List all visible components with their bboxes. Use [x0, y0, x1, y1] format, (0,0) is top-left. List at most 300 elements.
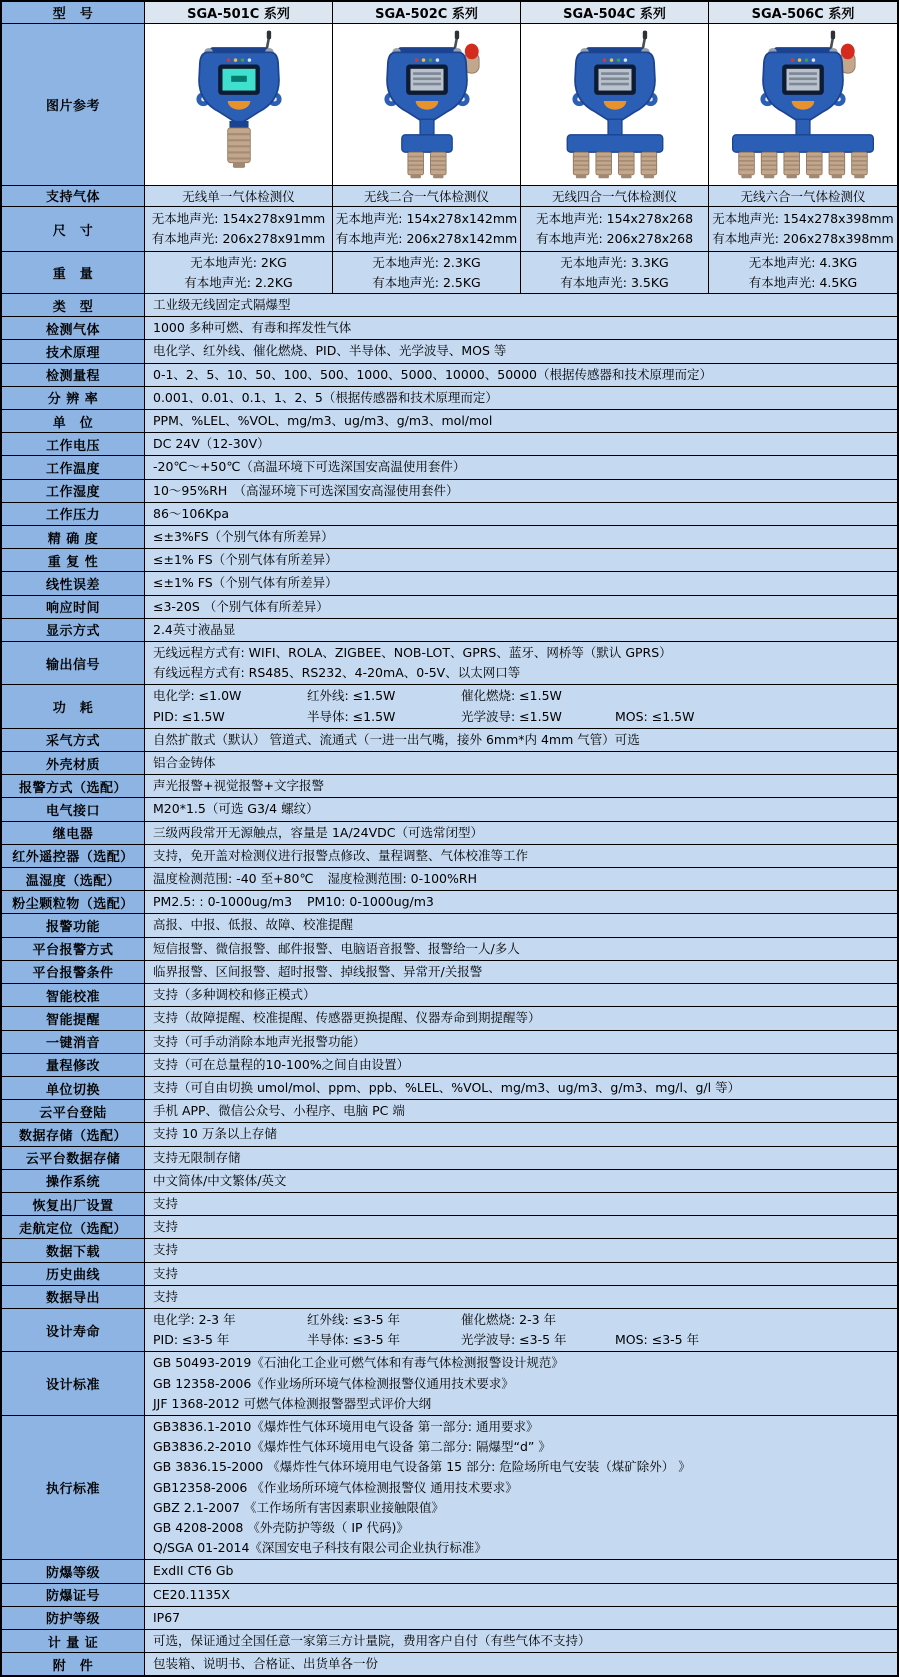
spec-row-value [145, 619, 897, 642]
spec-row-line [153, 1394, 891, 1414]
spec-row-label: 红外遥控器（选配） [2, 845, 145, 868]
spec-row-value [145, 433, 897, 456]
spec-row-segment: 86～106Kpa [153, 505, 230, 521]
product-image-sga-502c [333, 24, 521, 186]
spec-row-segment: 支持 [153, 1195, 179, 1211]
spec-row-line [153, 1478, 891, 1498]
spec-row-value [145, 572, 897, 595]
spec-row-label: 检测气体 [2, 317, 145, 340]
spec-row-value [145, 1077, 897, 1100]
spec-row [2, 798, 897, 821]
spec-row-label: 防爆等级 [2, 1560, 145, 1583]
spec-row [2, 961, 897, 984]
spec-row-segment: 电化学: 2-3 年 [153, 1311, 236, 1327]
spec-row-label: 技术原理 [2, 340, 145, 363]
product-image-sga-506c [709, 24, 897, 186]
spec-row-label: 显示方式 [2, 619, 145, 642]
spec-row-line [153, 686, 891, 706]
gas-detector-illustration [160, 28, 318, 180]
spec-row-line [153, 985, 891, 1005]
spec-row-segment: 支持 [153, 1219, 179, 1235]
spec-row-value [145, 294, 897, 317]
supported-gas-value: 无线四合一气体检测仪 [521, 186, 709, 208]
spec-row-segment: 可选，保证通过全国任意一家第三方计量院，费用客户自付（有些气体不支持） [153, 1632, 591, 1648]
spec-row-value [145, 1170, 897, 1193]
spec-row-value [145, 1630, 897, 1653]
spec-row-value [145, 891, 897, 914]
spec-row-segment: 有线远程方式有: RS485、RS232、4-20mA、0-5V、以太网口等 [153, 665, 521, 681]
gas-detector-illustration [348, 28, 506, 180]
spec-row-segment: 支持（可自由切换 umol/mol、ppm、ppb、%LEL、%VOL、mg/m3、ug/m3、g/m3、mg/l、g/l 等） [153, 1079, 741, 1095]
spec-row-value [145, 317, 897, 340]
spec-row-segment: ≤±3%FS（个别气体有所差异） [153, 529, 334, 545]
spec-row [2, 340, 897, 363]
spec-rows [2, 294, 897, 1675]
spec-row-value [145, 914, 897, 937]
spec-row-segment: -20℃～+50℃（高温环境下可选深国安高温使用套件） [153, 459, 466, 475]
spec-row-segment: 0-1、2、5、10、50、100、500、1000、5000、10000、50000（根据传感器和技术原理而定） [153, 366, 713, 382]
spec-row-line [153, 597, 891, 617]
spec-row-label: 附 件 [2, 1653, 145, 1675]
spec-row-line [153, 1264, 891, 1284]
spec-row-line [153, 799, 891, 819]
spec-row-value [145, 938, 897, 961]
spec-row-line [153, 1417, 891, 1437]
spec-row-label: 平台报警方式 [2, 938, 145, 961]
spec-row-label: 工作电压 [2, 433, 145, 456]
supported-gas-value: 无线单一气体检测仪 [145, 186, 333, 208]
spec-row-segment: ≤±1% FS（个别气体有所差异） [153, 552, 338, 568]
spec-row-segment: DC 24V（12-30V） [153, 436, 270, 452]
spec-row-segment: IP67 [153, 1609, 181, 1625]
spec-row-segment: 支持（多种调校和修正模式） [153, 987, 316, 1003]
spec-row-value [145, 410, 897, 433]
spec-row-segment: 支持无限制存储 [153, 1149, 241, 1165]
spec-row-label: 工作压力 [2, 503, 145, 526]
spec-row [2, 1170, 897, 1193]
spec-row-segment: 高报、中报、低报、故障、校准提醒 [153, 917, 354, 933]
spec-row [2, 729, 897, 752]
spec-row-segment: 2.4英寸液晶显 [153, 621, 236, 637]
spec-row-line [153, 1032, 891, 1052]
spec-row-line [153, 504, 891, 524]
spec-row [2, 1216, 897, 1239]
spec-row-segment: 支持（可手动消除本地声光报警功能） [153, 1033, 366, 1049]
spec-row-value [145, 775, 897, 798]
spec-row [2, 503, 897, 526]
spec-row-value [145, 1352, 897, 1416]
gas-detector-illustration [536, 28, 694, 180]
spec-row-segment: ExdII CT6 Gb [153, 1563, 234, 1579]
spec-row-value [145, 1054, 897, 1077]
spec-row-value [145, 1100, 897, 1123]
spec-row-line [153, 892, 891, 912]
spec-row [2, 1147, 897, 1170]
spec-row-segment: 1000 多种可燃、有毒和挥发性气体 [153, 320, 352, 336]
spec-row-line [153, 1585, 891, 1605]
spec-row-line [153, 318, 891, 338]
spec-row-line [153, 869, 891, 889]
spec-row-segment: 光学波导: ≤3-5 年 [461, 1332, 567, 1348]
spec-row-segment: 支持 10 万条以上存储 [153, 1126, 277, 1142]
spec-row-value [145, 1309, 897, 1352]
spec-row-segment: GB3836.1-2010《爆炸性气体环境用电气设备 第一部分: 通用要求》 [153, 1418, 539, 1434]
weight-value: 无本地声光: 3.3KG 有本地声光: 3.5KG [521, 252, 709, 294]
spec-row-label: 数据导出 [2, 1286, 145, 1309]
spec-row-line [153, 573, 891, 593]
spec-row-line [153, 643, 891, 663]
spec-row-label: 云平台数据存储 [2, 1147, 145, 1170]
spec-row-label: 单 位 [2, 410, 145, 433]
spec-row-value [145, 685, 897, 728]
weight-row [2, 252, 897, 294]
spec-row-value [145, 480, 897, 503]
spec-row [2, 364, 897, 387]
gas-detector-illustration [724, 28, 882, 180]
spec-row-label: 粉尘颗粒物（选配） [2, 891, 145, 914]
spec-row [2, 868, 897, 891]
spec-row-segment: GB 3836.15-2000 《爆炸性气体环境用电气设备第 15 部分: 危险场所电气安装（煤矿除外） 》 [153, 1459, 691, 1475]
spec-row-value [145, 340, 897, 363]
spec-row-segment: 支持 [153, 1288, 179, 1304]
spec-row-segment: 半导体: ≤3-5 年 [307, 1332, 401, 1348]
spec-row [2, 822, 897, 845]
spec-row-label: 设计寿命 [2, 1309, 145, 1352]
spec-row-value [145, 1147, 897, 1170]
spec-row-segment: 红外线: ≤1.5W [307, 688, 396, 704]
dimensions-value: 无本地声光: 154x278x398mm 有本地声光: 206x278x398mm [709, 207, 897, 252]
spec-row [2, 619, 897, 642]
spec-row [2, 456, 897, 479]
spec-row-segment: 温度检测范围: -40 至+80℃ [153, 871, 314, 887]
spec-row-label: 精 确 度 [2, 526, 145, 549]
spec-row-value [145, 1607, 897, 1630]
spec-row-value [145, 822, 897, 845]
spec-row-label: 单位切换 [2, 1077, 145, 1100]
spec-row-segment: PID: ≤3-5 年 [153, 1332, 230, 1348]
spec-row-line [153, 823, 891, 843]
spec-row-segment: 包装箱、说明书、合格证、出货单各一份 [153, 1656, 379, 1672]
spec-row-value [145, 752, 897, 775]
spec-row-value [145, 961, 897, 984]
spec-row-label: 类 型 [2, 294, 145, 317]
spec-row-label: 平台报警条件 [2, 961, 145, 984]
spec-row-value [145, 596, 897, 619]
spec-row-label: 历史曲线 [2, 1263, 145, 1286]
spec-row [2, 1100, 897, 1123]
supported-gas-value: 无线六合一气体检测仪 [709, 186, 897, 208]
spec-row-label: 恢复出厂设置 [2, 1193, 145, 1216]
spec-row-value [145, 798, 897, 821]
spec-row-segment: ≤3-20S （个别气体有所差异） [153, 598, 329, 614]
spec-row-line [153, 341, 891, 361]
weight-value: 无本地声光: 2.3KG 有本地声光: 2.5KG [333, 252, 521, 294]
spec-row-value [145, 1416, 897, 1560]
spec-row [2, 387, 897, 410]
spec-row-label: 报警方式（选配） [2, 775, 145, 798]
spec-row-line [153, 1654, 891, 1674]
spec-row-line [153, 707, 891, 727]
spec-row-segment: Q/SGA 01-2014《深国安电子科技有限公司企业执行标准》 [153, 1540, 487, 1556]
spec-row-value [145, 526, 897, 549]
product-image-sga-504c [521, 24, 709, 186]
spec-row-line [153, 434, 891, 454]
spec-row-segment: 支持，免开盖对检测仪进行报警点修改、量程调整、气体校准等工作 [153, 847, 529, 863]
spec-row-line [153, 1310, 891, 1330]
spec-row-line [153, 1055, 891, 1075]
header-model-label: 型 号 [2, 2, 145, 24]
spec-row [2, 1309, 897, 1352]
spec-row [2, 572, 897, 595]
spec-row-line [153, 1631, 891, 1651]
spec-row-line [153, 1194, 891, 1214]
spec-row [2, 938, 897, 961]
product-image-sga-501c [145, 24, 333, 186]
spec-row-line [153, 915, 891, 935]
spec-row-label: 输出信号 [2, 642, 145, 685]
spec-row-line [153, 1171, 891, 1191]
spec-row-line [153, 1608, 891, 1628]
spec-row [2, 1054, 897, 1077]
spec-row-line [153, 776, 891, 796]
spec-row-label: 计 量 证 [2, 1630, 145, 1653]
spec-row-value [145, 1263, 897, 1286]
spec-row-value [145, 868, 897, 891]
spec-row-segment: 催化燃烧: 2-3 年 [461, 1311, 557, 1327]
spec-row-label: 报警功能 [2, 914, 145, 937]
spec-row-segment: 催化燃烧: ≤1.5W [461, 688, 562, 704]
spec-row-segment: GBZ 2.1-2007 《工作场所有害因素职业接触限值》 [153, 1499, 444, 1515]
spec-row-value [145, 1584, 897, 1607]
spec-row-segment: PM2.5: : 0-1000ug/m3 [153, 894, 293, 910]
spec-row-segment: 支持（可在总量程的10-100%之间自由设置） [153, 1056, 410, 1072]
spec-row-line [153, 527, 891, 547]
image-row [2, 24, 897, 186]
spec-row [2, 1263, 897, 1286]
spec-row-segment: GB 4208-2008 《外壳防护等级（ IP 代码)》 [153, 1519, 409, 1535]
dimensions-label: 尺 寸 [2, 207, 145, 252]
spec-row-segment: MOS: ≤1.5W [615, 708, 695, 724]
spec-row-label: 走航定位（选配） [2, 1216, 145, 1239]
spec-row-value [145, 1239, 897, 1262]
spec-row-segment: 短信报警、微信报警、邮件报警、电脑语音报警、报警给一人/多人 [153, 940, 520, 956]
spec-row [2, 294, 897, 317]
spec-row-segment: 手机 APP、微信公众号、小程序、电脑 PC 端 [153, 1103, 405, 1119]
spec-row [2, 752, 897, 775]
spec-row-line [153, 1561, 891, 1581]
header-model-sga-501c: SGA-501C 系列 [145, 2, 333, 24]
spec-row-segment: 无线远程方式有: WIFI、ROLA、ZIGBEE、NOB-LOT、GPRS、蓝牙、网桥等（默认 GPRS） [153, 645, 672, 661]
spec-row-line [153, 1078, 891, 1098]
spec-row [2, 410, 897, 433]
spec-row-line [153, 1498, 891, 1518]
spec-row [2, 1352, 897, 1416]
spec-row-label: 操作系统 [2, 1170, 145, 1193]
spec-row-label: 执行标准 [2, 1416, 145, 1560]
spec-row-line [153, 1287, 891, 1307]
spec-row-segment: GB 12358-2006《作业场所环境气体检测报警仪通用技术要求》 [153, 1375, 514, 1391]
spec-row [2, 317, 897, 340]
spec-row-value [145, 984, 897, 1007]
spec-row-line [153, 753, 891, 773]
spec-row-label: 重 复 性 [2, 549, 145, 572]
spec-row-value [145, 1031, 897, 1054]
spec-row-label: 检测量程 [2, 364, 145, 387]
spec-row-segment: 声光报警+视觉报警+文字报警 [153, 778, 324, 794]
spec-row-value [145, 1560, 897, 1583]
header-model-sga-504c: SGA-504C 系列 [521, 2, 709, 24]
spec-row [2, 596, 897, 619]
spec-row [2, 1416, 897, 1560]
spec-row-label: 设计标准 [2, 1352, 145, 1416]
spec-row [2, 526, 897, 549]
spec-row-line [153, 365, 891, 385]
spec-row-line [153, 1240, 891, 1260]
spec-row-segment: 中文简体/中文繁体/英文 [153, 1172, 287, 1188]
spec-row-value [145, 549, 897, 572]
spec-row-segment: 光学波导: ≤1.5W [461, 708, 562, 724]
spec-row [2, 845, 897, 868]
spec-row-line [153, 1124, 891, 1144]
header-model-sga-502c: SGA-502C 系列 [333, 2, 521, 24]
spec-row-label: 功 耗 [2, 685, 145, 728]
spec-row [2, 480, 897, 503]
spec-row-segment: 自然扩散式（默认） 管道式、流通式（一进一出气嘴，接外 6mm*内 4mm 气管）可选 [153, 731, 640, 747]
dimensions-row [2, 207, 897, 252]
spec-row-line [153, 1457, 891, 1477]
spec-row [2, 914, 897, 937]
spec-row [2, 1607, 897, 1630]
spec-row-line [153, 550, 891, 570]
spec-row-line [153, 1217, 891, 1237]
dimensions-value: 无本地声光: 154x278x91mm 有本地声光: 206x278x91mm [145, 207, 333, 252]
spec-row-segment: 三级两段常开无源触点，容量是 1A/24VDC（可选常闭型） [153, 824, 483, 840]
spec-row [2, 549, 897, 572]
spec-row-label: 继电器 [2, 822, 145, 845]
spec-row [2, 775, 897, 798]
spec-row-segment: 10～95%RH （高湿环境下可选深国安高湿使用套件） [153, 482, 459, 498]
spec-row-segment: JJF 1368-2012 可燃气体检测报警器型式评价大纲 [153, 1395, 432, 1411]
spec-row-line [153, 1353, 891, 1373]
spec-row-line [153, 457, 891, 477]
supported-gas-row [2, 186, 897, 208]
spec-row-label: 温湿度（选配） [2, 868, 145, 891]
spec-row-segment: 半导体: ≤1.5W [307, 708, 396, 724]
spec-row-line [153, 1538, 891, 1558]
spec-row-segment: 湿度检测范围: 0-100%RH [327, 871, 477, 887]
spec-row-label: 数据存储（选配） [2, 1123, 145, 1146]
spec-row-segment: 铝合金铸体 [153, 755, 216, 771]
spec-row-segment: PID: ≤1.5W [153, 708, 225, 724]
spec-row-value [145, 1286, 897, 1309]
spec-row-segment: 支持（故障提醒、校准提醒、传感器更换提醒、仪器寿命到期提醒等） [153, 1010, 541, 1026]
header-row [2, 2, 897, 24]
spec-row [2, 433, 897, 456]
spec-row-segment: 支持 [153, 1242, 179, 1258]
spec-row-value [145, 1193, 897, 1216]
spec-row-label: 采气方式 [2, 729, 145, 752]
spec-row [2, 1584, 897, 1607]
spec-row-label: 分 辨 率 [2, 387, 145, 410]
spec-row-line [153, 1008, 891, 1028]
spec-row-segment: PM10: 0-1000ug/m3 [307, 894, 434, 910]
spec-row-line [153, 1330, 891, 1350]
spec-row-line [153, 962, 891, 982]
dimensions-value: 无本地声光: 154x278x268 有本地声光: 206x278x268 [521, 207, 709, 252]
supported-gas-label: 支持气体 [2, 186, 145, 208]
image-row-label: 图片参考 [2, 24, 145, 186]
spec-row [2, 1239, 897, 1262]
dimensions-value: 无本地声光: 154x278x142mm 有本地声光: 206x278x142mm [333, 207, 521, 252]
spec-row-line [153, 1101, 891, 1121]
header-model-sga-506c: SGA-506C 系列 [709, 2, 897, 24]
spec-row-line [153, 730, 891, 750]
spec-row-label: 工作湿度 [2, 480, 145, 503]
spec-row-line [153, 411, 891, 431]
spec-row-label: 一键消音 [2, 1031, 145, 1054]
spec-row-segment: 电化学: ≤1.0W [153, 688, 242, 704]
spec-row-segment: ≤±1% FS（个别气体有所差异） [153, 575, 338, 591]
spec-row-value [145, 845, 897, 868]
spec-row-line [153, 388, 891, 408]
spec-row-label: 电气接口 [2, 798, 145, 821]
spec-row [2, 685, 897, 728]
spec-row-segment: GB12358-2006 《作业场所环境气体检测报警仪 通用技术要求》 [153, 1479, 518, 1495]
spec-row [2, 1007, 897, 1030]
spec-row-label: 防护等级 [2, 1607, 145, 1630]
spec-row-label: 线性误差 [2, 572, 145, 595]
spec-row-segment: CE20.1135X [153, 1586, 230, 1602]
supported-gas-value: 无线二合一气体检测仪 [333, 186, 521, 208]
spec-row-label: 云平台登陆 [2, 1100, 145, 1123]
spec-row-label: 智能校准 [2, 984, 145, 1007]
spec-row-segment: GB3836.2-2010《爆炸性气体环境用电气设备 第二部分: 隔爆型“d” 》 [153, 1439, 551, 1455]
spec-row-line [153, 620, 891, 640]
weight-value: 无本地声光: 2KG 有本地声光: 2.2KG [145, 252, 333, 294]
spec-row-segment: 红外线: ≤3-5 年 [307, 1311, 401, 1327]
spec-row-label: 智能提醒 [2, 1007, 145, 1030]
weight-label: 重 量 [2, 252, 145, 294]
spec-row-label: 外壳材质 [2, 752, 145, 775]
spec-row [2, 1193, 897, 1216]
spec-row [2, 642, 897, 685]
spec-row [2, 1031, 897, 1054]
spec-row-value [145, 729, 897, 752]
spec-row-line [153, 295, 891, 315]
spec-row [2, 891, 897, 914]
spec-row-line [153, 939, 891, 959]
spec-row-value [145, 1007, 897, 1030]
spec-row-line [153, 1374, 891, 1394]
spec-row [2, 984, 897, 1007]
spec-row-value [145, 1216, 897, 1239]
spec-row-value [145, 1123, 897, 1146]
spec-row-label: 量程修改 [2, 1054, 145, 1077]
spec-row-line [153, 1518, 891, 1538]
spec-row-label: 工作温度 [2, 456, 145, 479]
spec-row-segment: 工业级无线固定式隔爆型 [153, 297, 291, 312]
spec-row-segment: MOS: ≤3-5 年 [615, 1332, 700, 1348]
spec-row-label: 响应时间 [2, 596, 145, 619]
weight-value: 无本地声光: 4.3KG 有本地声光: 4.5KG [709, 252, 897, 294]
spec-row-value [145, 387, 897, 410]
spec-row [2, 1123, 897, 1146]
spec-row-line [153, 481, 891, 501]
spec-row-segment: 临界报警、区间报警、超时报警、掉线报警、异常开/关报警 [153, 963, 483, 979]
spec-row-value [145, 642, 897, 685]
spec-row-value [145, 364, 897, 387]
spec-row-segment: 电化学、红外线、催化燃烧、PID、半导体、光学波导、MOS 等 [153, 343, 507, 359]
